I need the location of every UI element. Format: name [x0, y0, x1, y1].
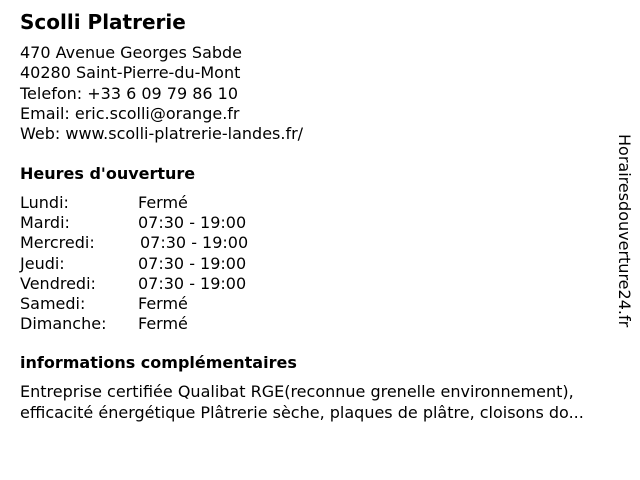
hours-row-saturday: [20, 294, 320, 314]
hours-day: Mercredi:: [20, 233, 95, 253]
hours-time: Fermé: [138, 293, 188, 313]
hours-row-friday: [20, 274, 320, 294]
hours-table: [20, 193, 320, 334]
hours-day: Vendredi:: [20, 273, 96, 293]
hours-day: Jeudi:: [20, 253, 65, 273]
address-city: 40280 Saint-Pierre-du-Mont: [20, 63, 241, 83]
info-line: Entreprise certifiée Qualibat RGE(reconnue grenelle environnement),: [20, 382, 574, 401]
info-heading: informations complémentaires: [20, 353, 297, 372]
web-line: Web: www.scolli-platrerie-landes.fr/: [20, 124, 304, 144]
info-description: [20, 381, 632, 423]
hours-time: 07:30 - 19:00: [138, 253, 247, 273]
watermark-text: Horairesdouverture24.fr: [615, 134, 634, 328]
hours-row-thursday: [20, 254, 320, 274]
email-line: Email: eric.scolli@orange.fr: [20, 103, 240, 123]
business-name: Scolli Platrerie: [20, 10, 186, 34]
hours-row-wednesday: [20, 233, 320, 253]
phone-line: Telefon: +33 6 09 79 86 10: [20, 83, 239, 103]
hours-row-tuesday: [20, 213, 320, 233]
contact-block: [20, 43, 303, 144]
hours-row-monday: [20, 193, 320, 213]
address-street: 470 Avenue Georges Sabde: [20, 43, 243, 62]
hours-day: Mardi:: [20, 213, 70, 233]
hours-heading: Heures d'ouverture: [20, 164, 196, 183]
hours-time: Fermé: [138, 193, 188, 212]
hours-day: Lundi:: [20, 193, 69, 212]
hours-time: Fermé: [138, 314, 188, 334]
info-line: efficacité énergétique Plâtrerie sèche, plaques de plâtre, cloisons do...: [20, 403, 584, 422]
hours-time: 07:30 - 19:00: [140, 233, 249, 253]
hours-row-sunday: [20, 314, 320, 334]
hours-time: 07:30 - 19:00: [138, 213, 247, 233]
hours-day: Dimanche:: [20, 314, 107, 334]
hours-day: Samedi:: [20, 293, 86, 313]
hours-time: 07:30 - 19:00: [138, 273, 247, 293]
